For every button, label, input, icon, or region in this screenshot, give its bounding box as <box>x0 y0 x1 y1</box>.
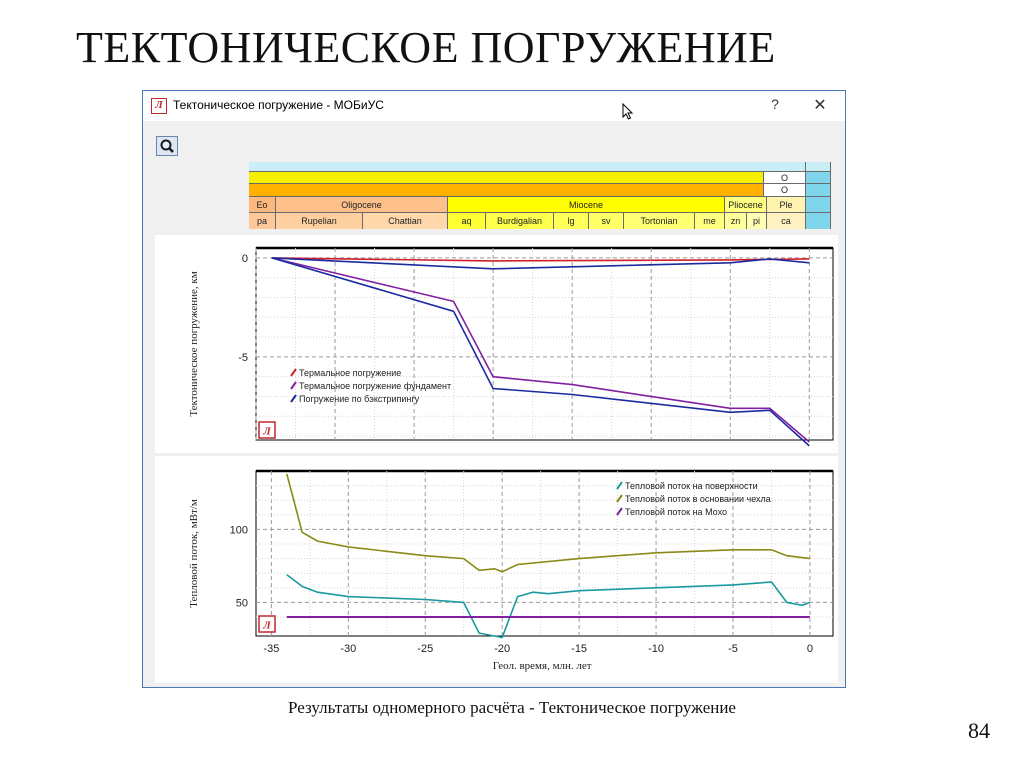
stage-cell: Burdigalian <box>486 213 554 229</box>
stratigraphy-table <box>249 162 831 229</box>
strat-row-epochs <box>249 197 831 213</box>
x-axis-label: Геол. время, млн. лет <box>492 660 592 672</box>
stage-cell: me <box>695 213 725 229</box>
x-tick-label: -25 <box>417 643 434 655</box>
x-tick-label: -20 <box>494 643 511 655</box>
y-axis-label: Тепловой поток, мВт/м <box>188 499 200 608</box>
stage-cell: Rupelian <box>276 213 363 229</box>
strat-cell <box>249 184 764 197</box>
svg-text:Л: Л <box>263 425 271 438</box>
stage-cell: lg <box>554 213 589 229</box>
stage-cell: pi <box>747 213 767 229</box>
strat-cell <box>249 162 806 172</box>
help-button[interactable]: ? <box>771 96 779 112</box>
zoom-button[interactable] <box>156 136 178 156</box>
y-tick-label: -5 <box>238 351 248 364</box>
x-tick-label: -5 <box>728 643 738 655</box>
y-tick-label: 50 <box>235 597 248 610</box>
stage-cell: Chattian <box>363 213 448 229</box>
slide-title: ТЕКТОНИЧЕСКОЕ ПОГРУЖЕНИЕ <box>76 23 776 72</box>
heatflow-chart <box>155 456 838 683</box>
svg-text:Л: Л <box>263 619 271 632</box>
window-title: Тектоническое погружение - МОБиУС <box>173 98 384 112</box>
close-button[interactable]: ✕ <box>813 97 827 114</box>
page-number: 84 <box>968 718 990 743</box>
x-tick-label: -15 <box>571 643 588 655</box>
epoch-cell: Eo <box>249 197 276 213</box>
legend-label: Тепловой поток на Мохо <box>625 507 727 517</box>
stage-cell: pa <box>249 213 276 229</box>
strat-cell <box>806 197 831 213</box>
stage-cell: zn <box>725 213 747 229</box>
strat-cell: O <box>764 184 806 197</box>
subsidence-chart <box>155 235 838 453</box>
heatflow-chart-panel <box>155 456 838 683</box>
x-tick-label: -10 <box>648 643 665 655</box>
x-tick-label: -35 <box>263 643 280 655</box>
slide-caption: Результаты одномерного расчёта - Тектоническое погружение <box>288 698 736 717</box>
strat-row-1 <box>249 162 831 172</box>
y-tick-label: 0 <box>241 252 248 265</box>
strat-row-2 <box>249 172 831 184</box>
legend-label: Тепловой поток в основании чехла <box>625 494 771 504</box>
app-window <box>142 90 846 688</box>
y-axis-label: Тектоническое погружение, км <box>188 271 200 417</box>
legend-label: Тепловой поток на поверхности <box>625 481 758 491</box>
epoch-cell: Miocene <box>448 197 725 213</box>
strat-row-stages <box>249 213 831 229</box>
app-logo-icon <box>259 422 275 438</box>
strat-row-3 <box>249 184 831 197</box>
strat-cell <box>806 184 831 197</box>
strat-cell: O <box>764 172 806 184</box>
strat-cell <box>806 162 831 172</box>
y-tick-label: 100 <box>229 524 248 537</box>
epoch-cell: Ple <box>767 197 806 213</box>
epoch-cell: Pliocene <box>725 197 767 213</box>
strat-cell <box>806 172 831 184</box>
app-logo-icon: Л <box>151 98 167 114</box>
app-logo-icon <box>259 616 275 632</box>
stage-cell: aq <box>448 213 486 229</box>
legend-label: Термальное погружение фундамент <box>299 381 452 391</box>
subsidence-chart-panel <box>155 235 838 453</box>
strat-cell <box>249 172 764 184</box>
stage-cell: Tortonian <box>624 213 695 229</box>
stage-cell: ca <box>767 213 806 229</box>
stage-cell: sv <box>589 213 624 229</box>
window-titlebar[interactable] <box>143 91 845 121</box>
magnifier-icon <box>157 137 177 155</box>
legend-label: Погружение по бэкстрипингу <box>299 394 420 404</box>
mouse-cursor-icon <box>622 103 634 121</box>
x-tick-label: -30 <box>340 643 357 655</box>
x-tick-label: 0 <box>806 643 813 655</box>
strat-cell <box>806 213 831 229</box>
legend-label: Термальное погружение <box>299 368 402 378</box>
epoch-cell: Oligocene <box>276 197 448 213</box>
